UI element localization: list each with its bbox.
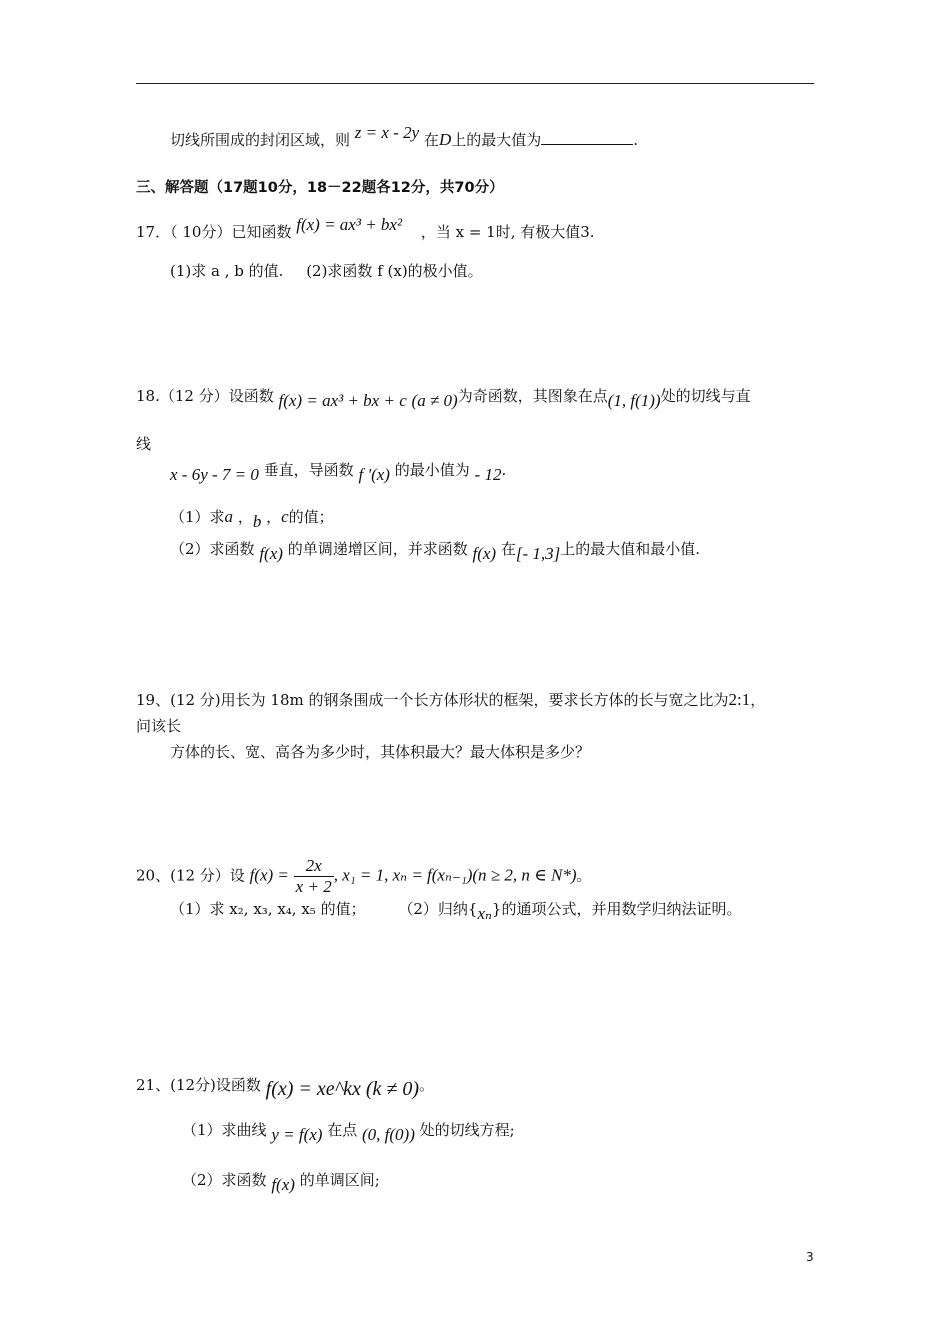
question-20 <box>136 856 592 897</box>
header-rule <box>136 83 814 84</box>
question-18-part2 <box>170 539 701 563</box>
math-expr: z = x - 2y <box>354 123 420 142</box>
question-19-line3: 方体的长、宽、高各为多少时，其体积最大？最大体积是多少？ <box>170 743 591 761</box>
math-expr: (1, f(1)) <box>607 391 661 410</box>
math-var: xₙ <box>477 904 492 923</box>
text: （2）求函数 <box>170 540 255 558</box>
part-1: (1)求 a , b 的值. <box>170 262 284 280</box>
math-expr: f(x) = ax³ + bx + c <box>278 391 407 410</box>
question-number: 17．（ 10分）已知函数 <box>136 223 292 241</box>
text: ， <box>750 691 766 709</box>
question-18-wrap: 线 <box>136 435 152 453</box>
math-var: b <box>252 512 262 531</box>
text: 为奇函数，其图象在点 <box>457 387 608 405</box>
page-number: 3 <box>806 1250 814 1264</box>
part-2: (2)求函数 f (x)的极小值。 <box>306 262 483 280</box>
question-18-line2 <box>170 460 507 484</box>
question-20-parts <box>170 899 742 923</box>
question-21-part1 <box>182 1120 515 1144</box>
text: . <box>633 131 639 149</box>
math-expr: x - 6y - 7 = 0 <box>170 465 259 484</box>
math-expr: - 12 <box>474 465 502 484</box>
question-number: 21、(12分)设函数 <box>136 1076 261 1094</box>
text: ，当 x = 1时, 有极大值3. <box>420 223 595 241</box>
math-var: a <box>224 507 234 526</box>
text: （2）求函数 <box>182 1171 267 1189</box>
text: . <box>501 461 507 479</box>
part-1: （1）求 x₂, x₃, x₄, x₅ 的值； <box>170 900 366 918</box>
text: 处的切线方程; <box>419 1121 515 1139</box>
math-expr: f(x) = xe^kx (k ≠ 0) <box>265 1078 420 1100</box>
math-expr: (a ≠ 0) <box>411 391 458 410</box>
math-expr: f(x) <box>271 1175 295 1194</box>
question-17 <box>136 215 595 242</box>
math-expr: f(x) = <box>249 865 289 885</box>
continuation-line <box>170 123 639 150</box>
text: （2）归纳{ <box>398 900 478 918</box>
text: （1）求 <box>170 508 225 526</box>
text: 垂直，导函数 <box>263 461 354 479</box>
math-expr: f(x) <box>259 544 283 563</box>
math-expr: (0, f(0)) <box>362 1125 415 1144</box>
text: 在点 <box>327 1121 358 1139</box>
math-expr: 2:1 <box>728 690 751 709</box>
text: 。 <box>419 1076 435 1094</box>
text: 19、(12 分)用长为 18m 的钢条围成一个长方体形状的框架，要求长方体的长与宽之比为 <box>136 691 729 709</box>
math-expr: y = f(x) <box>271 1125 323 1144</box>
text: 的单调递增区间，并求函数 <box>287 540 468 558</box>
question-19 <box>136 690 765 710</box>
text: 的单调区间; <box>299 1171 380 1189</box>
fraction-numerator: 2x <box>294 856 334 877</box>
question-21-part2 <box>182 1170 380 1194</box>
question-18-part1: （1）求a ，b ，c的值； <box>170 507 334 531</box>
text: 处的切线与直 <box>660 387 751 405</box>
text: 的值； <box>288 508 334 526</box>
text: 切线所围成的封闭区域，则 <box>170 131 351 149</box>
math-expr: f '(x) <box>358 465 390 484</box>
math-expr: f(x) = ax³ + bx² <box>296 215 403 234</box>
text: 。 <box>576 866 592 885</box>
section-title: 三、解答题（17题10分，18－22题各12分，共70分） <box>136 180 504 196</box>
text: （1）求曲线 <box>182 1121 267 1139</box>
text: }的通项公式，并用数学归纳法证明。 <box>491 900 742 918</box>
question-17-parts <box>170 261 483 281</box>
question-number: 18.（12 分）设函数 <box>136 387 274 405</box>
text: 的最小值为 <box>394 461 470 479</box>
answer-blank <box>541 130 633 145</box>
math-var: D <box>438 130 452 149</box>
math-expr: [- 1,3] <box>515 544 561 563</box>
text: 上的最大值为 <box>451 131 542 149</box>
fraction-denominator: x + 2 <box>295 877 332 896</box>
math-expr: , x₁ = 1, xₙ = f(xₙ₋₁)(n ≥ 2, n ∈ N*) <box>333 865 577 885</box>
text: 在 <box>500 540 516 558</box>
question-number: 20、(12 分）设 <box>136 866 245 885</box>
text: 在 <box>423 131 439 149</box>
math-expr: f(x) <box>472 544 497 563</box>
fraction <box>294 856 334 897</box>
question-19-wrap: 问该长 <box>136 717 182 735</box>
math-var: c <box>281 507 289 526</box>
question-18 <box>136 386 751 410</box>
question-21 <box>136 1074 435 1100</box>
text: 上的最大值和最小值. <box>560 540 701 558</box>
